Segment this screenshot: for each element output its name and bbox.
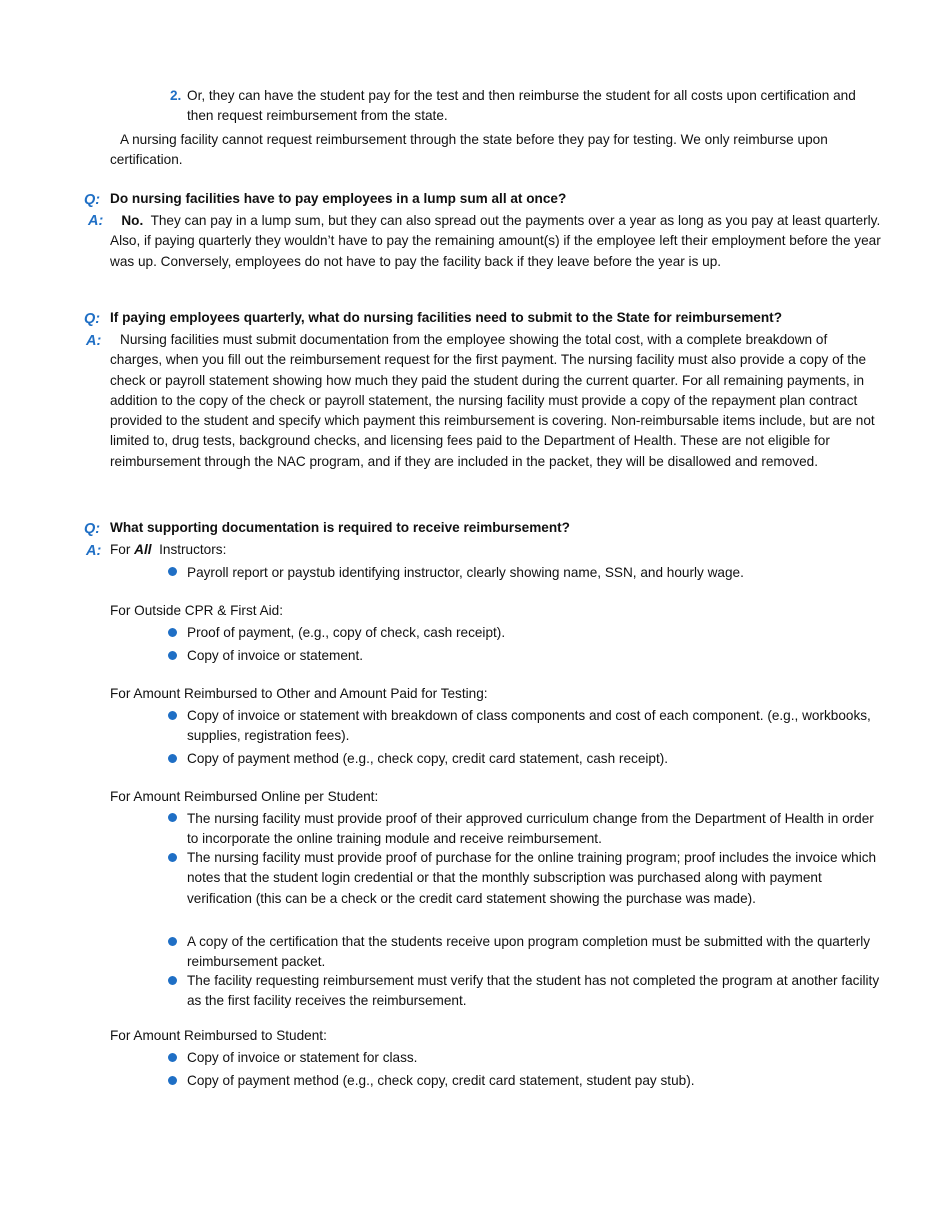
answer-label: A: — [86, 543, 102, 559]
list-item: Copy of invoice or statement with breakdown of class components and cost of each component. (e.g., workbooks, supplies, registration fees). — [187, 708, 871, 744]
list-item: Payroll report or paystub identifying instructor, clearly showing name, SSN, and hourly wage. — [187, 565, 744, 580]
list-item: Copy of invoice or statement. — [187, 648, 364, 663]
bullet-icon — [168, 976, 177, 985]
bullet-icon — [168, 651, 177, 660]
list-item: Copy of payment method (e.g., check copy, credit card statement, cash receipt). — [187, 751, 669, 766]
faq1-answer-body: They can pay in a lump sum, but they can also spread out the payments over a year as long as you pay at least quarterly. Also, if paying quarterly they wouldn’t have to pay the remaining amount(s) if the employee left their employment before the year was up. Conversely, employees do not have to pay the facility back if they leave before the year is up. — [110, 213, 881, 269]
intro-note: A nursing facility cannot request reimbursement through the state before they pay for testing. We only reimburse upon certification. — [110, 132, 828, 168]
for-prefix: For — [110, 542, 131, 557]
bullet-icon — [168, 754, 177, 763]
faq1-question: Do nursing facilities have to pay employees in a lump sum all at once? — [110, 191, 567, 206]
list-item: The nursing facility must provide proof of purchase for the online training program; proof includes the invoice which notes that the student login credential or that the monthly subscription was purchased along with payment verification (this can be a check or the credit card statement showing the purchase was made). — [187, 850, 877, 906]
bullet-icon — [168, 567, 177, 576]
bullet-icon — [168, 1053, 177, 1062]
list-item: Copy of payment method (e.g., check copy, credit card statement, student pay stub). — [187, 1073, 695, 1088]
numbered-item-2: Or, they can have the student pay for the test and then reimburse the student for all costs upon certification and then request reimbursement from the state. — [187, 88, 856, 124]
bullet-icon — [168, 853, 177, 862]
student-heading: For Amount Reimbursed to Student: — [110, 1028, 327, 1043]
question-label: Q: — [84, 192, 101, 208]
list-item: The nursing facility must provide proof of their approved curriculum change from the Department of Health in order to incorporate the online training module and receive reimbursement. — [187, 811, 874, 847]
instructors-heading — [110, 540, 882, 560]
question-label: Q: — [84, 311, 101, 327]
other-heading: For Amount Reimbursed to Other and Amount Paid for Testing: — [110, 686, 488, 701]
faq2-answer: Nursing facilities must submit documentation from the employee showing the total cost, with a complete breakdown of charges, when you fill out the reimbursement request for the first payment. The nursing facility must also provide a copy of the check or payroll statement showing how much they paid the student during the current quarter. For all remaining payments, in addition to the copy of the check or payroll statement, the nursing facility must provide a copy of the repayment plan contract provided to the student and specify which payment this reimbursement is covering. Non-reimbursable items include, but are not limited to, drug tests, background checks, and licensing fees paid to the Department of Health. These are not eligible for reimbursement through the NAC program, and if they are included in the packet, they will be disallowed and removed. — [110, 332, 875, 469]
faq2-question: If paying employees quarterly, what do nursing facilities need to submit to the State for reimbursement? — [110, 310, 783, 325]
answer-label: A: — [88, 213, 104, 229]
bullet-icon — [168, 628, 177, 637]
list-item: The facility requesting reimbursement must verify that the student has not completed the program at another facility as the first facility receives the reimbursement. — [187, 973, 880, 1009]
faq1-answer — [110, 211, 882, 272]
instructors-suffix: Instructors: — [159, 542, 227, 557]
bullet-icon — [168, 711, 177, 720]
answer-label: A: — [86, 333, 102, 349]
question-label: Q: — [84, 521, 101, 537]
faq1-answer-lead: No. — [121, 213, 144, 228]
online-heading: For Amount Reimbursed Online per Student: — [110, 789, 379, 804]
list-item: Copy of invoice or statement for class. — [187, 1050, 418, 1065]
cpr-heading: For Outside CPR & First Aid: — [110, 603, 283, 618]
all-word: All — [134, 542, 152, 557]
bullet-icon — [168, 937, 177, 946]
bullet-icon — [168, 1076, 177, 1085]
list-item: A copy of the certification that the students receive upon program completion must be submitted with the quarterly reimbursement packet. — [187, 934, 871, 970]
list-item: Proof of payment, (e.g., copy of check, cash receipt). — [187, 625, 506, 640]
list-number: 2. — [170, 88, 182, 103]
faq3-question: What supporting documentation is required to receive reimbursement? — [110, 520, 570, 535]
bullet-icon — [168, 813, 177, 822]
